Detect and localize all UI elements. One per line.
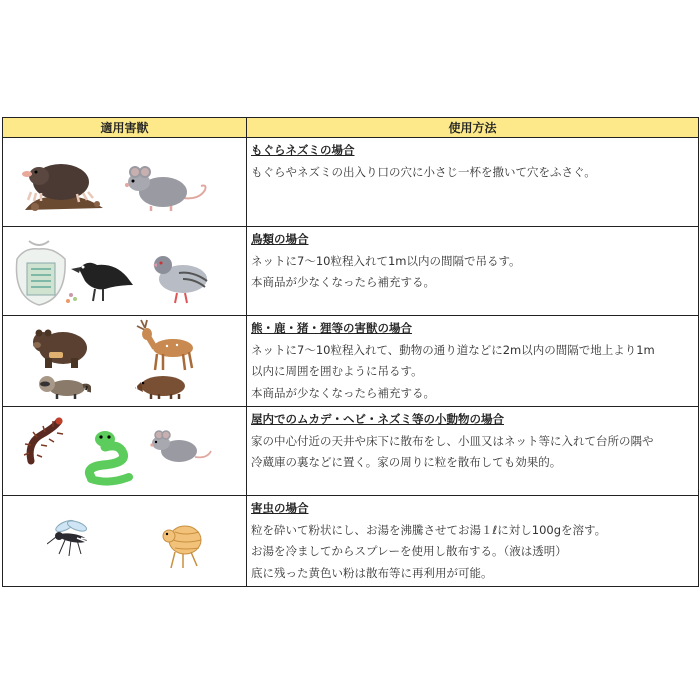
net-bag-icon — [9, 237, 71, 309]
pest-illustrations — [3, 496, 247, 587]
flea-icon — [159, 518, 205, 570]
case-title: もぐらネズミの場合 — [251, 143, 355, 157]
raccoon-dog-icon — [35, 372, 91, 400]
table-row — [3, 227, 699, 316]
instruction-line: ネットに7〜10粒程入れて1m以内の間隔で吊るす。 — [251, 253, 521, 268]
table-header-row — [3, 118, 699, 138]
instruction-line: 冷蔵庫の裏などに置く。家の周りに粒を散布しても効果的。 — [251, 455, 562, 469]
case-title: 鳥類の場合 — [251, 232, 309, 246]
rat-icon — [121, 160, 209, 214]
pigeon-icon — [149, 245, 213, 307]
instruction-line: もぐらやネズミの出入り口の穴に小さじ一杯を撒いて穴をふさぐ。 — [251, 164, 596, 179]
pest-illustrations — [3, 138, 247, 227]
header-target-pests: 適用害獣 — [3, 118, 247, 138]
instruction-line: お湯を冷ましてからスプレーを使用し散布する。（液は透明） — [251, 544, 567, 558]
instruction-line: 家の中心付近の天井や床下に散布をし、小皿又はネット等に入れて台所の隅や — [251, 433, 654, 448]
centipede-icon — [23, 417, 69, 467]
usage-cell — [247, 227, 699, 316]
usage-cell — [247, 407, 699, 496]
pest-illustrations — [3, 316, 247, 407]
boar-icon — [133, 372, 191, 400]
usage-table — [2, 117, 699, 587]
table-row — [3, 316, 699, 407]
instruction-line: 以内に周囲を囲むように吊るす。 — [251, 364, 423, 378]
instruction-line: 底に残った黄色い粉は散布等に再利用が可能。 — [251, 565, 493, 580]
usage-cell — [247, 316, 699, 407]
mole-icon — [17, 152, 109, 214]
table-row — [3, 407, 699, 496]
header-usage-method: 使用方法 — [247, 118, 699, 138]
pest-illustrations — [3, 227, 247, 316]
instruction-line: 粒を砕いて粉状にし、お湯を沸騰させてお湯１ℓに対し100gを溶す。 — [251, 522, 607, 537]
deer-icon — [135, 318, 197, 372]
crow-icon — [65, 255, 135, 305]
mouse-icon — [149, 427, 213, 467]
case-title: 害虫の場合 — [251, 501, 309, 515]
mosquito-icon — [47, 518, 97, 558]
instruction-line: ネットに7〜10粒程入れて、動物の通り道などに2m以内の間隔で地上より1m — [251, 342, 655, 357]
snake-icon — [83, 427, 137, 487]
usage-cell — [247, 496, 699, 587]
table-row — [3, 496, 699, 587]
usage-cell — [247, 138, 699, 227]
case-title: 屋内でのムカデ・ヘビ・ネズミ等の小動物の場合 — [251, 412, 504, 426]
case-title: 熊・鹿・猪・狸等の害獣の場合 — [251, 321, 412, 335]
table-row — [3, 138, 699, 227]
pest-illustrations — [3, 407, 247, 496]
instruction-line: 本商品が少なくなったら補充する。 — [251, 275, 435, 289]
instruction-line: 本商品が少なくなったら補充する。 — [251, 385, 435, 400]
bear-icon — [31, 324, 89, 370]
